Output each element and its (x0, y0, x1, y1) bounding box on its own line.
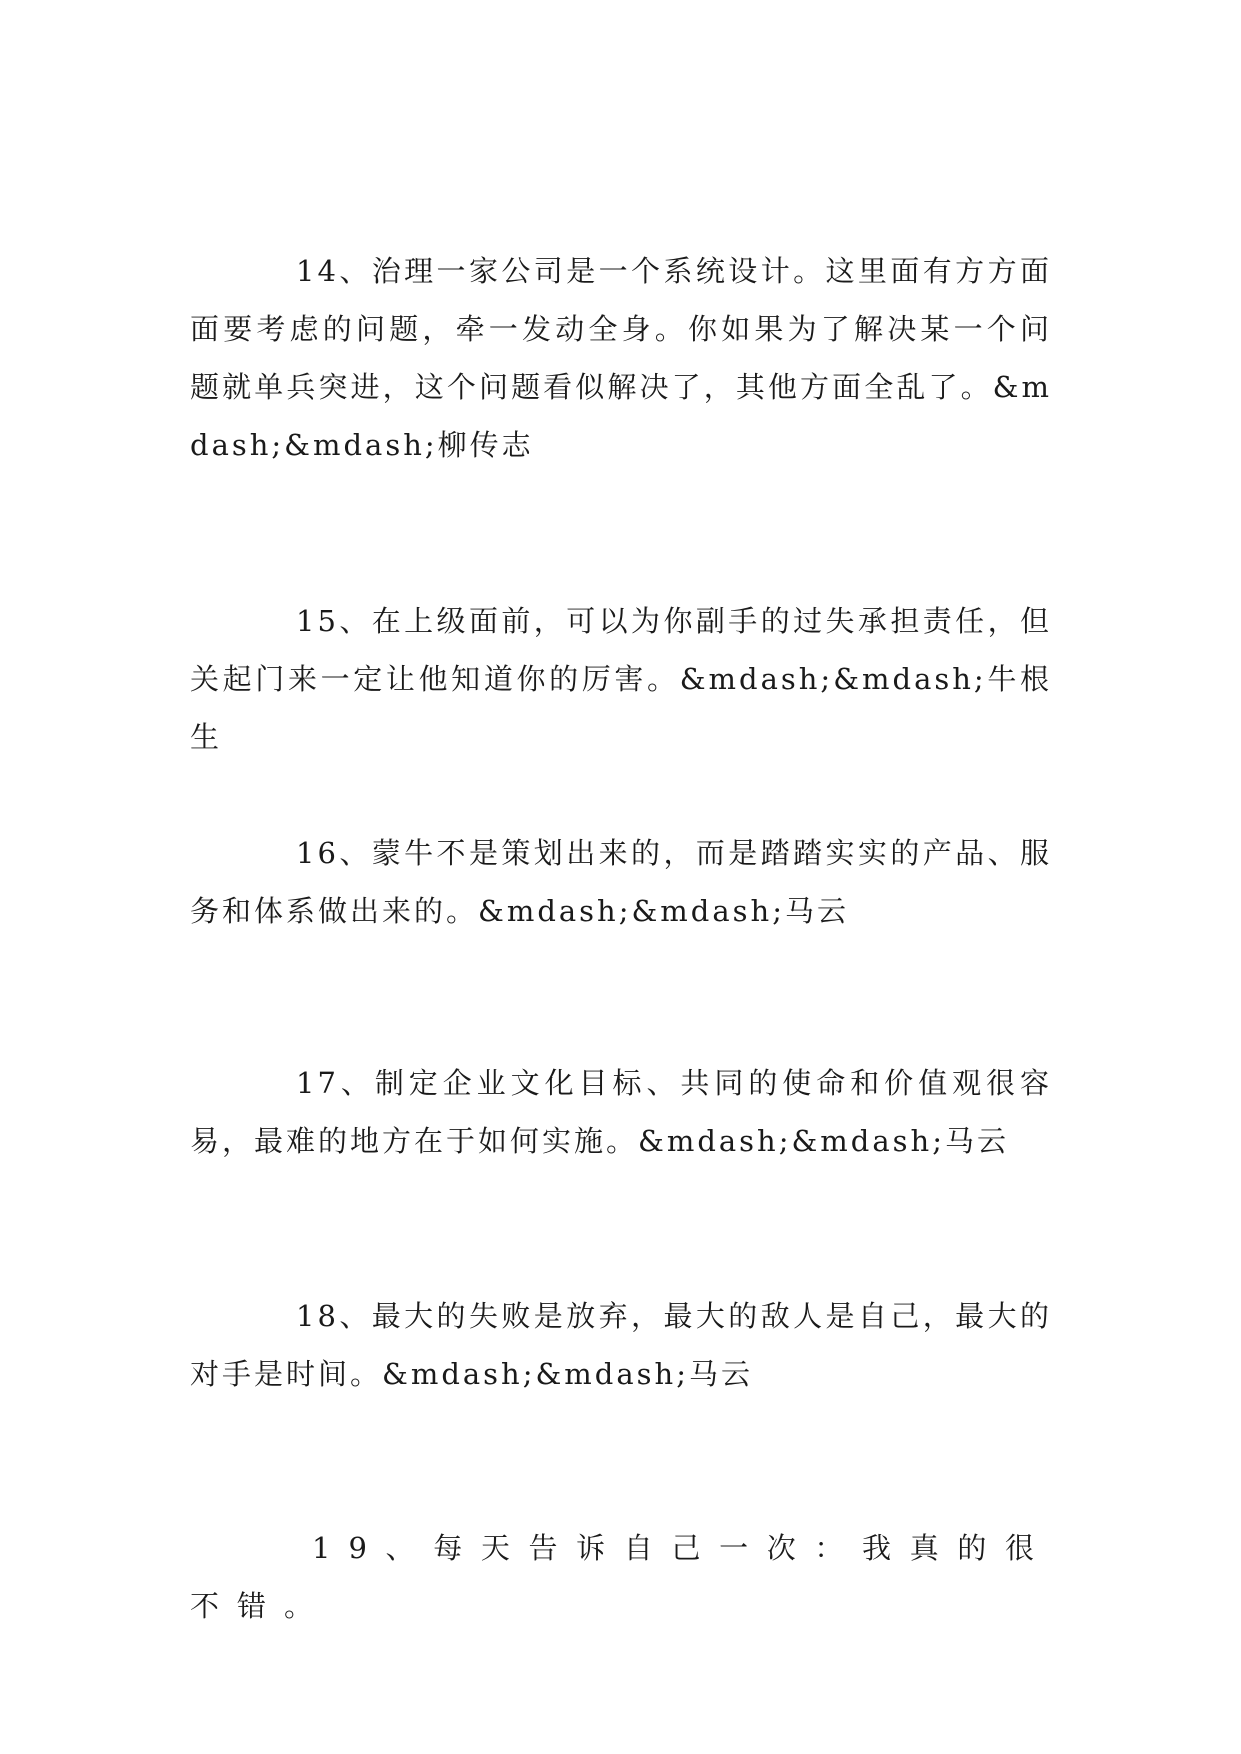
quote-paragraph-15: 15、在上级面前，可以为你副手的过失承担责任，但关起门来一定让他知道你的厉害。&mdash;&mdash;牛根生 (190, 604, 1052, 754)
quote-paragraph-17: 17、制定企业文化目标、共同的使命和价值观很容易，最难的地方在于如何实施。&mdash;&mdash;马云 (190, 1066, 1052, 1158)
quote-paragraph-14: 14、治理一家公司是一个系统设计。这里面有方方面面要考虑的问题，牵一发动全身。你如果为了解决某一个问题就单兵突进，这个问题看似解决了，其他方面全乱了。&mdash;&mdash;柳传志 (190, 254, 1052, 462)
quote-paragraph-16: 16、蒙牛不是策划出来的，而是踏踏实实的产品、服务和体系做出来的。&mdash;&mdash;马云 (190, 836, 1052, 928)
quote-paragraph-18: 18、最大的失败是放弃，最大的敌人是自己，最大的对手是时间。&mdash;&mdash;马云 (190, 1299, 1052, 1391)
quote-paragraph-19: 19、每天告诉自己一次：我真的很不错。 (190, 1531, 1052, 1623)
